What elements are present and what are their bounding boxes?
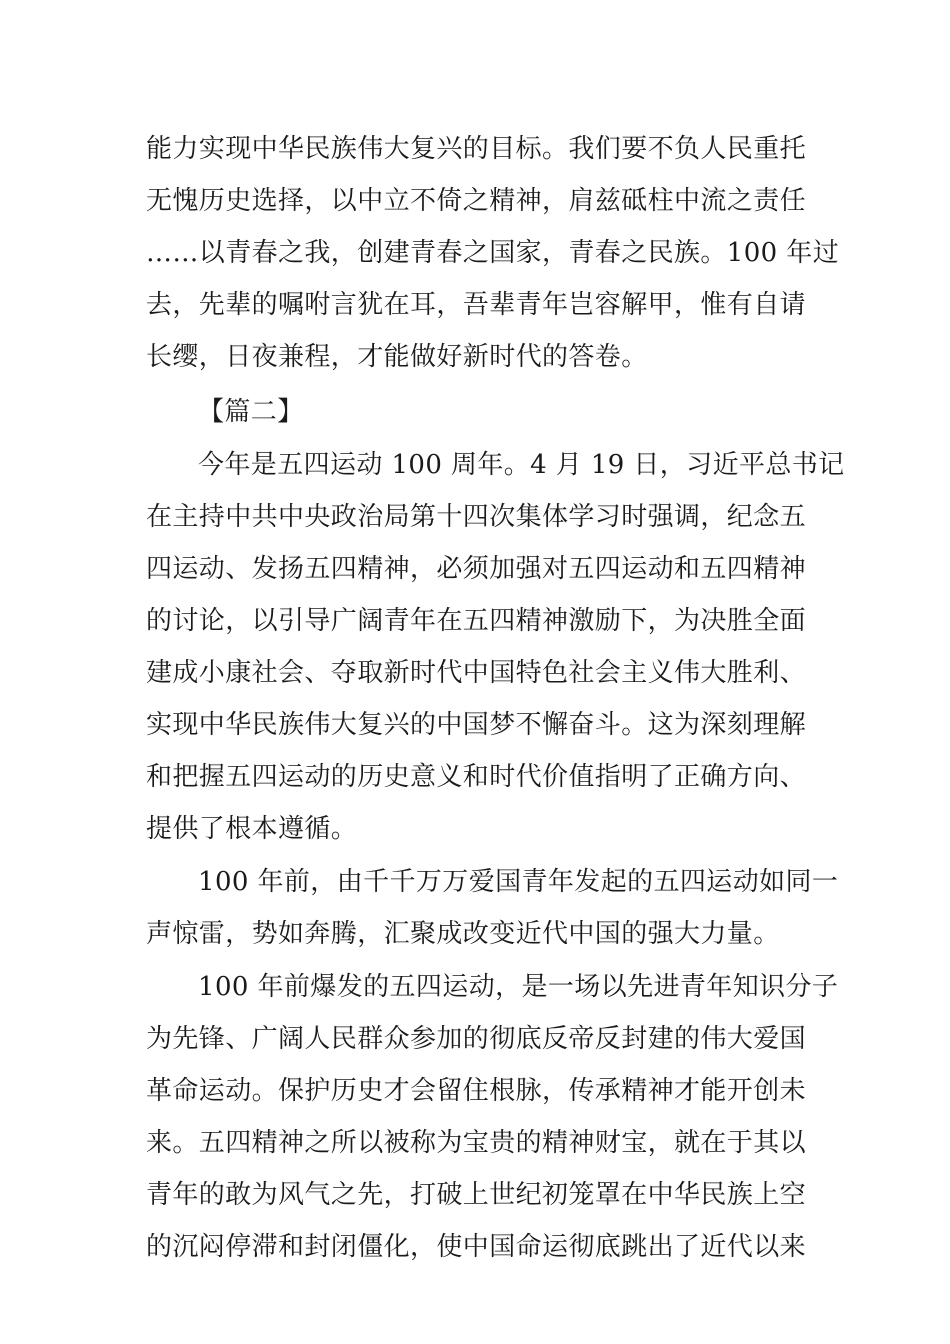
text-line: 在主持中共中央政治局第十四次集体学习时强调，纪念五: [146, 502, 807, 532]
text-line: 去，先辈的嘱咐言犹在耳，吾辈青年岂容解甲，惟有自请: [146, 290, 807, 320]
text-line: 100 年前爆发的五四运动，是一场以先进青年知识分子: [198, 972, 839, 1002]
text-line: 和把握五四运动的历史意义和时代价值指明了正确方向、: [146, 762, 807, 792]
text-line: 长缨，日夜兼程，才能做好新时代的答卷。: [146, 342, 648, 372]
text-line: ……以青春之我，创建青春之国家，青春之民族。100 年过: [146, 238, 840, 268]
text-line: 来。五四精神之所以被称为宝贵的精神财宝，就在于其以: [146, 1128, 807, 1158]
text-line: 100 年前，由千千万万爱国青年发起的五四运动如同一: [198, 867, 839, 897]
text-line: 为先锋、广阔人民群众参加的彻底反帝反封建的伟大爱国: [146, 1024, 807, 1054]
section-heading: 【篇二】: [198, 397, 304, 427]
text-line: 四运动、发扬五四精神，必须加强对五四运动和五四精神: [146, 554, 807, 584]
text-line: 能力实现中华民族伟大复兴的目标。我们要不负人民重托: [146, 134, 807, 164]
text-line: 实现中华民族伟大复兴的中国梦不懈奋斗。这为深刻理解: [146, 710, 807, 740]
text-line: 的讨论，以引导广阔青年在五四精神激励下，为决胜全面: [146, 606, 807, 636]
text-line: 青年的敢为风气之先，打破上世纪初笼罩在中华民族上空: [146, 1180, 807, 1210]
text-line: 建成小康社会、夺取新时代中国特色社会主义伟大胜利、: [146, 658, 807, 688]
text-line: 今年是五四运动 100 周年。4 月 19 日，习近平总书记: [198, 450, 845, 480]
text-line: 的沉闷停滞和封闭僵化，使中国命运彻底跳出了近代以来: [146, 1232, 807, 1262]
text-line: 声惊雷，势如奔腾，汇聚成改变近代中国的强大力量。: [146, 919, 780, 949]
text-line: 革命运动。保护历史才会留住根脉，传承精神才能开创未: [146, 1076, 807, 1106]
text-line: 提供了根本遵循。: [146, 814, 358, 844]
text-line: 无愧历史选择，以中立不倚之精神，肩兹砥柱中流之责任: [146, 186, 807, 216]
